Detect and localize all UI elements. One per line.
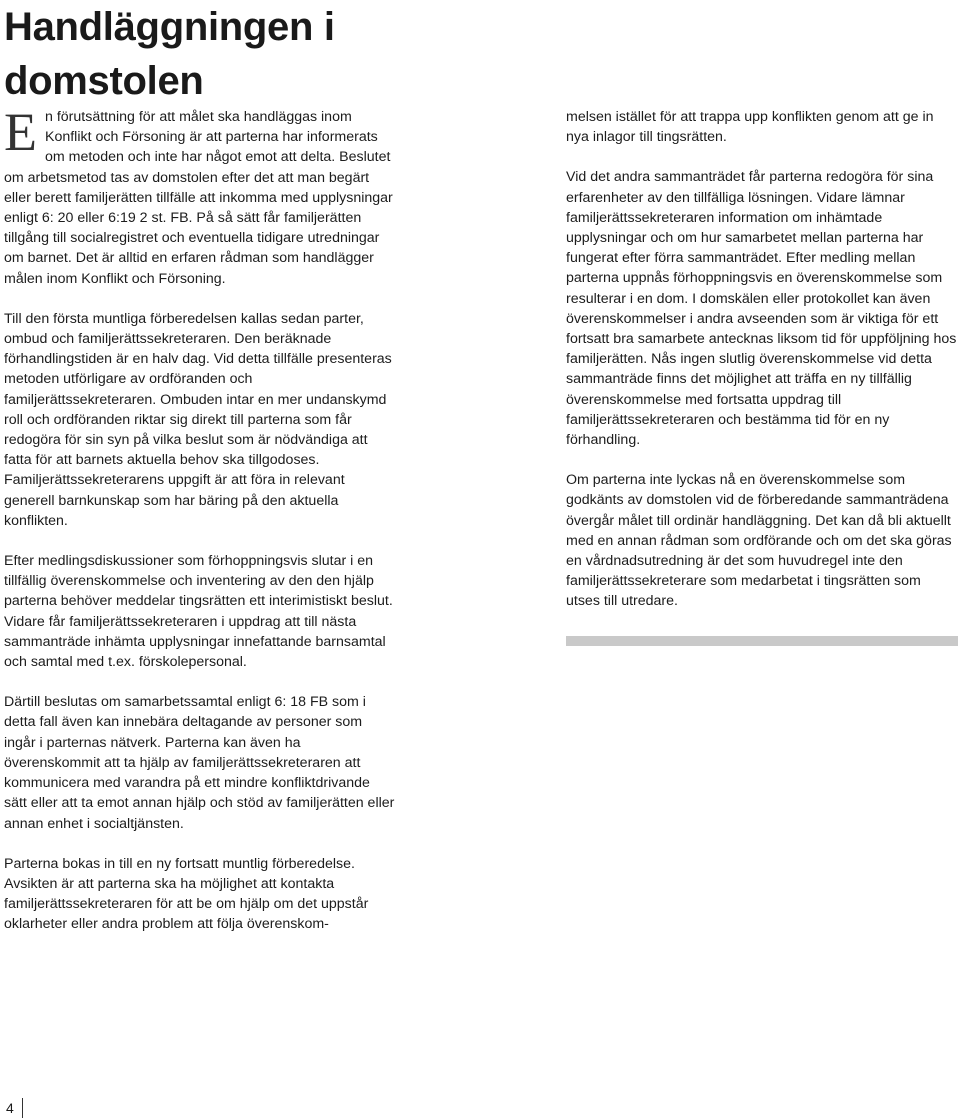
paragraph-intro-text: n förutsättning för att målet ska handläggas inom Konflikt och Försoning är att parterna har informerats om metoden och inte har något emot att delta. Beslutet om arbetsmetod tas av domstolen efter det att man begärt eller berett familjerätten tillfälle att inkomma med upplysningar enligt 6: 20 eller 6:19 2 st. FB. På så sätt får familjerätten tillgång till socialregistret och eventuella tidigare utredningar om barnet. Det är alltid en erfaren rådman som handlägger målen inom Konflikt och Försoning.	[4, 109, 393, 287]
paragraph: Efter medlingsdiskussioner som förhoppningsvis slutar i en tillfällig överenskommelse och inventering av den den hjälp parterna behöver meddelar tingsrätten ett interimistiskt beslut. Vidare får familjerättssekreteraren i uppdrag att till nästa sammanträde inhämta upplysningar innefattande barnsamtal och samtal med t.ex. förskolepersonal.	[4, 553, 393, 671]
drop-cap: E	[4, 102, 37, 162]
paragraph: Vid det andra sammanträdet får parterna redogöra för sina erfarenheter av den tillfälliga lösningen. Vidare lämnar familjerättssekreteraren information om inhämtade upplysningar och om hur samarbetet mellan parterna har fungerat efter förra sammanträdet. Efter medling mellan parterna uppnås förhoppningsvis en överenskommelse som resulterar i en dom. I domskälen eller protokollet kan även överenskommelser i andra avseenden som är viktiga för ett fortsatt bra samarbete antecknas liksom tid för uppföljning hos familjerätten. Nås ingen slutlig överenskommelse vid detta sammanträde finns det möjlighet att träffa en ny tillfällig överenskommelse med fortsatta uppdrag till familjerättssekreteraren och bestämma tid för en ny förhandling.	[566, 169, 957, 449]
paragraph: Om parterna inte lyckas nå en överenskommelse som godkänts av domstolen vid de förberedande sammanträdena övergår målet till ordinär handläggning. Det kan då bli aktuellt med en annan rådman som ordförande och om det ska göras en vårdnadsutredning är det som huvudregel inte den familjerättssekreterare som medarbetat i tingsrätten som utses till utredare.	[566, 472, 952, 610]
left-column	[4, 102, 396, 955]
paragraph: Till den första muntliga förberedelsen kallas sedan parter, ombud och familjerättssekreteraren. Den beräknade förhandlingstiden är en halv dag. Vid detta tillfälle presenteras metoden utförligare av ordföranden och familjerättssekreteraren. Ombuden intar en mer undanskymd roll och ordföranden riktar sig direkt till parterna som får redogöra för sin syn på vilka beslut som är nödvändiga att fatta för att barnets aktuella behov ska tillgodoses. Familjerättssekreterarens uppgift är att föra in relevant generell barnkunskap som har bäring på den aktuella konflikten.	[4, 310, 392, 529]
paragraph-intro	[4, 102, 396, 289]
paragraph: Därtill beslutas om samarbetssamtal enligt 6: 18 FB som i detta fall även kan innebära deltagande av personer som ingår i parternas nätverk. Parterna kan även ha överenskommit att ta hjälp av familjerättssekreteraren att kommunicera med varandra på ett mindre konfliktdrivande sätt eller att ta emot annan hjälp och stöd av familjerätten eller annan enhet i socialtjänsten.	[4, 694, 395, 832]
page-title: Handläggningen i domstolen	[4, 5, 335, 103]
paragraph: Parterna bokas in till en ny fortsatt muntlig förberedelse. Avsikten är att parterna ska ha möjlighet att kontakta familjerättssekreteraren för att be om hjälp om det uppstår oklarheter eller andra problem att följa överenskom-	[4, 855, 369, 933]
page-number: 4	[6, 1098, 23, 1118]
paragraph: melsen istället för att trappa upp konflikten genom att ge in nya inlagor till tingsrätten.	[566, 109, 934, 146]
section-divider-bar	[566, 636, 958, 646]
right-column	[566, 107, 958, 632]
